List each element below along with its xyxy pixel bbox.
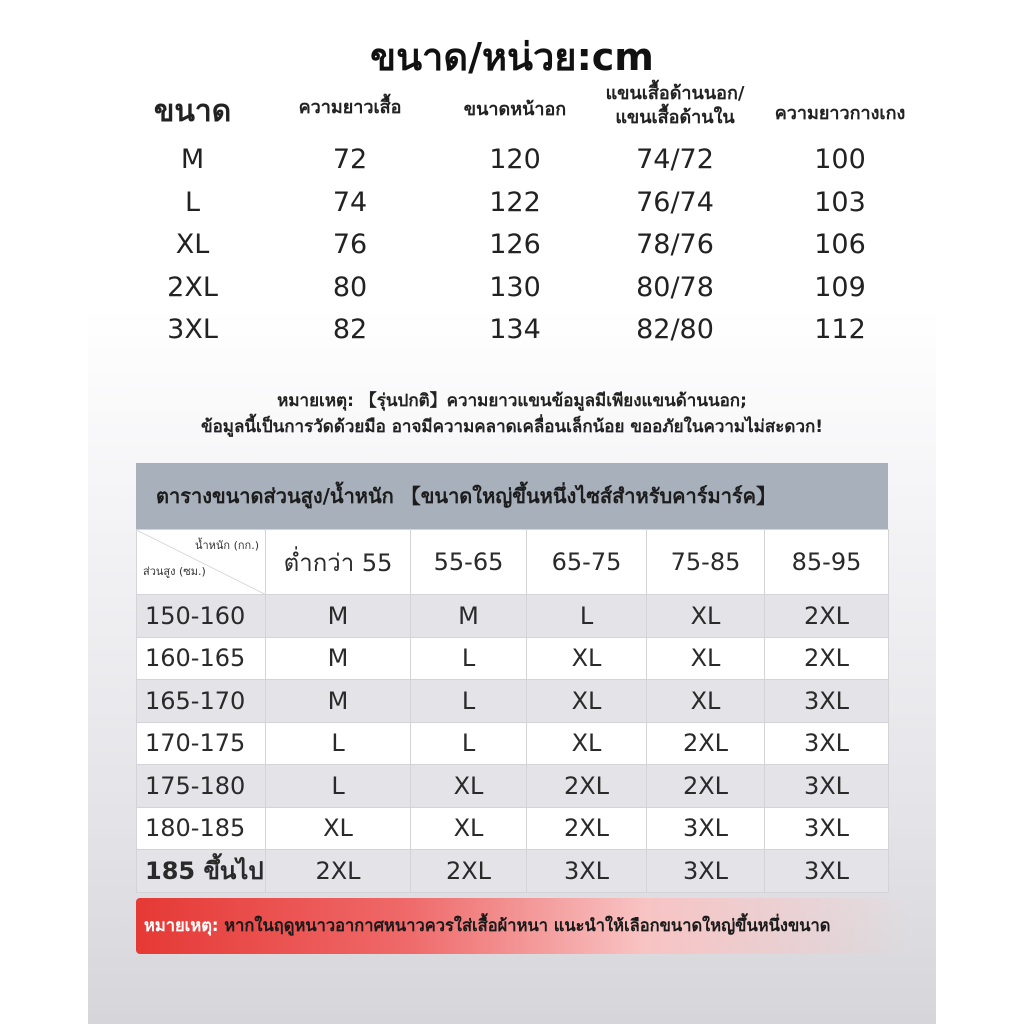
size-cell: L bbox=[411, 637, 527, 680]
spec-row bbox=[130, 268, 920, 311]
size-cell: XL bbox=[647, 680, 765, 723]
spec-cell-pants: 103 bbox=[814, 186, 866, 218]
spec-cell-sleeve: 76/74 bbox=[636, 186, 714, 218]
table-row bbox=[137, 637, 889, 680]
height-range-cell: 160-165 bbox=[137, 637, 266, 680]
spec-header-chest: ขนาดหน้าอก bbox=[463, 99, 567, 120]
size-cell: 2XL bbox=[647, 722, 765, 765]
spec-rows bbox=[130, 140, 920, 353]
height-weight-table bbox=[136, 463, 888, 893]
weight-range-header: ต่ำกว่า 55 bbox=[266, 530, 411, 595]
table-row bbox=[137, 765, 889, 808]
size-cell: L bbox=[527, 595, 647, 638]
size-cell: 2XL bbox=[765, 595, 889, 638]
size-cell: XL bbox=[527, 680, 647, 723]
size-cell: XL bbox=[411, 765, 527, 808]
spec-cell-length: 80 bbox=[332, 271, 368, 303]
spec-cell-pants: 106 bbox=[814, 229, 866, 260]
size-cell: 3XL bbox=[527, 850, 647, 893]
size-cell: XL bbox=[411, 807, 527, 850]
height-axis-label: ส่วนสูง (ซม.) bbox=[143, 565, 206, 578]
height-range-cell: 150-160 bbox=[137, 595, 266, 638]
spec-cell-length: 72 bbox=[332, 144, 368, 175]
size-cell: L bbox=[411, 680, 527, 723]
weight-range-header: 85-95 bbox=[765, 530, 889, 595]
table-row bbox=[137, 722, 889, 765]
winter-note-banner bbox=[136, 898, 916, 954]
table-row bbox=[137, 595, 889, 638]
size-cell: 3XL bbox=[765, 680, 889, 723]
size-cell: 3XL bbox=[765, 765, 889, 808]
weight-range-header: 75-85 bbox=[647, 530, 765, 595]
spec-cell-sleeve: 74/72 bbox=[636, 144, 714, 175]
spec-row bbox=[130, 310, 920, 353]
page-title: ขนาด/หน่วย:cm bbox=[370, 35, 654, 79]
spec-cell-chest: 122 bbox=[489, 186, 541, 218]
spec-cell-chest: 134 bbox=[489, 314, 541, 345]
winter-note-label: หมายเหตุ: bbox=[144, 916, 219, 935]
table-row bbox=[137, 850, 889, 893]
size-cell: XL bbox=[647, 637, 765, 680]
spec-cell-chest: 120 bbox=[489, 144, 541, 175]
size-cell: M bbox=[266, 595, 411, 638]
size-cell: XL bbox=[527, 722, 647, 765]
spec-cell-pants: 112 bbox=[814, 314, 866, 345]
size-spec-table bbox=[130, 82, 920, 353]
size-cell: 3XL bbox=[647, 850, 765, 893]
note-line-2: ข้อมูลนี้เป็นการวัดด้วยมือ อาจมีความคลาดเคลื่อนเล็กน้อย ขออภัยในความไม่สะดวก! bbox=[200, 417, 824, 437]
spec-header-sleeve: แขนเสื้อด้านนอก/ แขนเสื้อด้านใน bbox=[605, 83, 745, 128]
spec-cell-size: M bbox=[180, 144, 205, 175]
size-cell: 2XL bbox=[527, 765, 647, 808]
spec-cell-size: L bbox=[184, 186, 201, 218]
size-cell: 3XL bbox=[765, 807, 889, 850]
size-cell: 3XL bbox=[765, 722, 889, 765]
spec-cell-size: 3XL bbox=[167, 314, 218, 345]
table-title: ตารางขนาดส่วนสูง/น้ำหนัก 【ขนาดใหญ่ขึ้นหนึ่งไซส์สำหรับคาร์มาร์ค】 bbox=[136, 463, 888, 529]
size-cell: 3XL bbox=[765, 850, 889, 893]
spec-row bbox=[130, 183, 920, 226]
spec-cell-chest: 126 bbox=[489, 229, 541, 260]
height-range-cell: 170-175 bbox=[137, 722, 266, 765]
weight-range-header: 65-75 bbox=[527, 530, 647, 595]
spec-cell-size: 2XL bbox=[167, 271, 218, 303]
winter-note-text: หากในฤดูหนาวอากาศหนาวควรใส่เสื้อผ้าหนา แนะนำให้เลือกขนาดใหญ่ขึ้นหนึ่งขนาด bbox=[218, 916, 831, 935]
spec-cell-length: 76 bbox=[332, 229, 368, 260]
size-cell: 2XL bbox=[266, 850, 411, 893]
height-range-cell: 185 ขึ้นไป bbox=[137, 850, 266, 893]
spec-cell-pants: 109 bbox=[814, 271, 866, 303]
spec-cell-size: XL bbox=[175, 229, 210, 260]
spec-cell-pants: 100 bbox=[814, 144, 866, 175]
note-line-1: หมายเหตุ: 【รุ่นปกติ】ความยาวแขนข้อมูลมีเพียงแขนด้านนอก; bbox=[277, 391, 747, 411]
height-range-cell: 175-180 bbox=[137, 765, 266, 808]
weight-header-row bbox=[137, 530, 889, 595]
size-cell: XL bbox=[266, 807, 411, 850]
spec-cell-sleeve: 78/76 bbox=[636, 229, 714, 260]
size-cell: L bbox=[266, 765, 411, 808]
spec-header-pants-length: ความยาวกางเกง bbox=[774, 103, 906, 124]
spec-row bbox=[130, 140, 920, 183]
spec-header-row bbox=[130, 82, 920, 140]
size-cell: M bbox=[266, 637, 411, 680]
weight-axis-label: น้ำหนัก (กก.) bbox=[194, 539, 259, 552]
spec-cell-length: 82 bbox=[332, 314, 368, 345]
spec-cell-sleeve: 82/80 bbox=[636, 314, 714, 345]
corner-cell bbox=[137, 530, 266, 595]
size-cell: L bbox=[411, 722, 527, 765]
fit-grid bbox=[136, 529, 889, 893]
spec-cell-chest: 130 bbox=[489, 271, 541, 303]
size-cell: XL bbox=[647, 595, 765, 638]
height-range-cell: 165-170 bbox=[137, 680, 266, 723]
spec-header-size: ขนาด bbox=[153, 94, 232, 129]
spec-cell-length: 74 bbox=[332, 186, 368, 218]
spec-cell-sleeve: 80/78 bbox=[636, 271, 714, 303]
size-cell: 2XL bbox=[765, 637, 889, 680]
table-row bbox=[137, 680, 889, 723]
size-cell: M bbox=[266, 680, 411, 723]
spec-row bbox=[130, 225, 920, 268]
spec-header-length: ความยาวเสื้อ bbox=[298, 97, 402, 118]
size-cell: 3XL bbox=[647, 807, 765, 850]
height-range-cell: 180-185 bbox=[137, 807, 266, 850]
size-cell: M bbox=[411, 595, 527, 638]
table-row bbox=[137, 807, 889, 850]
weight-range-header: 55-65 bbox=[411, 530, 527, 595]
size-cell: XL bbox=[527, 637, 647, 680]
size-cell: 2XL bbox=[527, 807, 647, 850]
size-cell: 2XL bbox=[411, 850, 527, 893]
size-cell: 2XL bbox=[647, 765, 765, 808]
size-cell: L bbox=[266, 722, 411, 765]
